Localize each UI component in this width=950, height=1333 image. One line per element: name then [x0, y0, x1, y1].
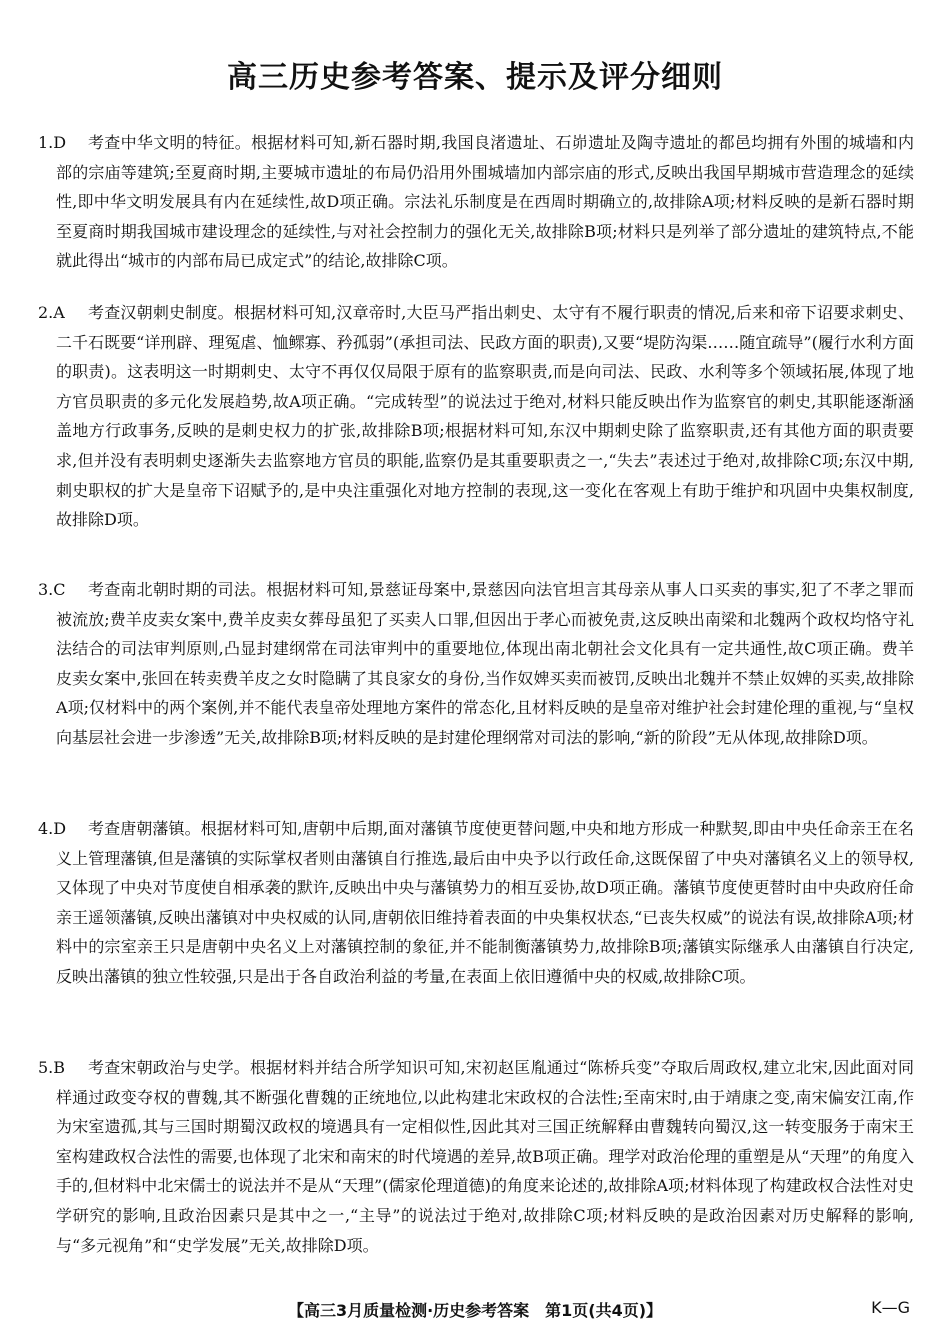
answer-text: 考查宋朝政治与史学。根据材料并结合所学知识可知,宋初赵匡胤通过“陈桥兵变”夺取后周政权,建立北宋,因此面对同样通过政变夺权的曹魏,其不断强化曹魏的正统地位,以此构建北宋政权的合法性;至南宋时,由于靖康之变,南宋偏安江南,作为宋室遗孤,其与三国时期蜀汉政权的境遇具有一定相似性,因此其对三国正统解释由曹魏转向蜀汉,这一转变服务于南宋王室构建政权合法性的需要,也体现了北宋和南宋的时代境遇的差异,故B项正确。理学对政治伦理的重塑是从“天理”的角度入手的,但材料中北宋儒士的说法并不是从“天理”(儒家伦理道德)的角度来论述的,故排除A项;材料体现了构建政权合法性对史学研究的影响,且政治因素只是其中之一,“主导”的说法过于绝对,故排除C项;材料反映的是政治因素对历史解释的影响,与“多元视角”和“史学发展”无关,故排除D项。: [56, 1058, 914, 1255]
answer-number: 4.D: [38, 819, 67, 838]
answer-item-3: [38, 575, 914, 753]
answer-number: 2.A: [38, 303, 65, 322]
answer-text: 考查南北朝时期的司法。根据材料可知,景慈证母案中,景慈因向法官坦言其母亲从事人口买卖的事实,犯了不孝之罪而被流放;费羊皮卖女案中,费羊皮卖女葬母虽犯了买卖人口罪,但因出于孝心而被免责,这反映出南梁和北魏两个政权均恪守礼法结合的司法审判原则,凸显封建纲常在司法审判中的重要地位,体现出南北朝社会文化具有一定共通性,故C项正确。费羊皮卖女案中,张回在转卖费羊皮之女时隐瞒了其良家女的身份,当作奴婢买卖而被罚,反映出北魏并不禁止奴婢的买卖,故排除A项;仅材料中的两个案例,并不能代表皇帝处理地方案件的常态化,且材料反映的是皇帝对维护社会封建伦理的重视,与“皇权向基层社会进一步渗透”无关,故排除B项;材料反映的是封建伦理纲常对司法的影响,“新的阶段”无从体现,故排除D项。: [56, 580, 914, 747]
answer-text: 考查唐朝藩镇。根据材料可知,唐朝中后期,面对藩镇节度使更替问题,中央和地方形成一种默契,即由中央任命亲王在名义上管理藩镇,但是藩镇的实际掌权者则由藩镇自行推选,最后由中央予以行政任命,这既保留了中央对藩镇名义上的领导权,又体现了中央对节度使自相承袭的默许,反映出中央与藩镇势力的相互妥协,故D项正确。藩镇节度使更替时由中央政府任命亲王遥领藩镇,反映出藩镇对中央权威的认同,唐朝依旧维持着表面的中央集权状态,“已丧失权威”的说法有误,故排除A项;材料中的宗室亲王只是唐朝中央名义上对藩镇控制的象征,并不能制衡藩镇势力,故排除B项;藩镇实际继承人由藩镇自行决定,反映出藩镇的独立性较强,只是出于各自政治利益的考量,在表面上依旧遵循中央的权威,故排除C项。: [56, 819, 914, 986]
answer-number: 1.D: [38, 133, 67, 152]
answer-number: 3.C: [38, 580, 66, 599]
answer-number: 5.B: [38, 1058, 66, 1077]
answer-text: 考查中华文明的特征。根据材料可知,新石器时期,我国良渚遗址、石峁遗址及陶寺遗址的都邑均拥有外围的城墙和内部的宗庙等建筑;至夏商时期,主要城市遗址的布局仍沿用外围城墙加内部宗庙的形式,反映出我国早期城市营造理念的延续性,即中华文明发展具有内在延续性,故D项正确。宗法礼乐制度是在西周时期确立的,故排除A项;材料反映的是新石器时期至夏商时期我国城市建设理念的延续性,与对社会控制力的强化无关,故排除B项;材料只是列举了部分遗址的建筑特点,不能就此得出“城市的内部布局已成定式”的结论,故排除C项。: [56, 133, 914, 271]
answer-item-2: [38, 298, 914, 535]
answer-item-4: [38, 814, 914, 992]
footer-page-info: 【高三3月质量检测·历史参考答案 第1页(共4页)】: [287, 1301, 663, 1320]
answer-item-1: [38, 128, 914, 276]
answer-text: 考查汉朝刺史制度。根据材料可知,汉章帝时,大臣马严指出刺史、太守有不履行职责的情况,后来和帝下诏要求刺史、二千石既要“详刑辟、理冤虐、恤鳏寡、矜孤弱”(承担司法、民政方面的职责),又要“堤防沟渠……随宜疏导”(履行水利方面的职责)。这表明这一时期刺史、太守不再仅仅局限于原有的监察职责,而是向司法、民政、水利等多个领域拓展,体现了地方官员职责的多元化发展趋势,故A项正确。“完成转型”的说法过于绝对,材料只能反映出作为监察官的刺史,其职能逐渐涵盖地方行政事务,反映的是刺史权力的扩张,故排除B项;根据材料可知,东汉中期刺史除了监察职责,还有其他方面的职责要求,但并没有表明刺史逐渐失去监察地方官员的职能,监察仍是其重要职责之一,“失去”表述过于绝对,故排除C项;东汉中期,刺史职权的扩大是皇帝下诏赋予的,是中央注重强化对地方控制的表现,这一变化在客观上有助于维护和巩固中央集权制度,故排除D项。: [56, 303, 914, 530]
page-title: 高三历史参考答案、提示及评分细则: [227, 60, 723, 95]
footer-code: K—G: [871, 1298, 910, 1317]
answer-item-5: [38, 1053, 914, 1260]
